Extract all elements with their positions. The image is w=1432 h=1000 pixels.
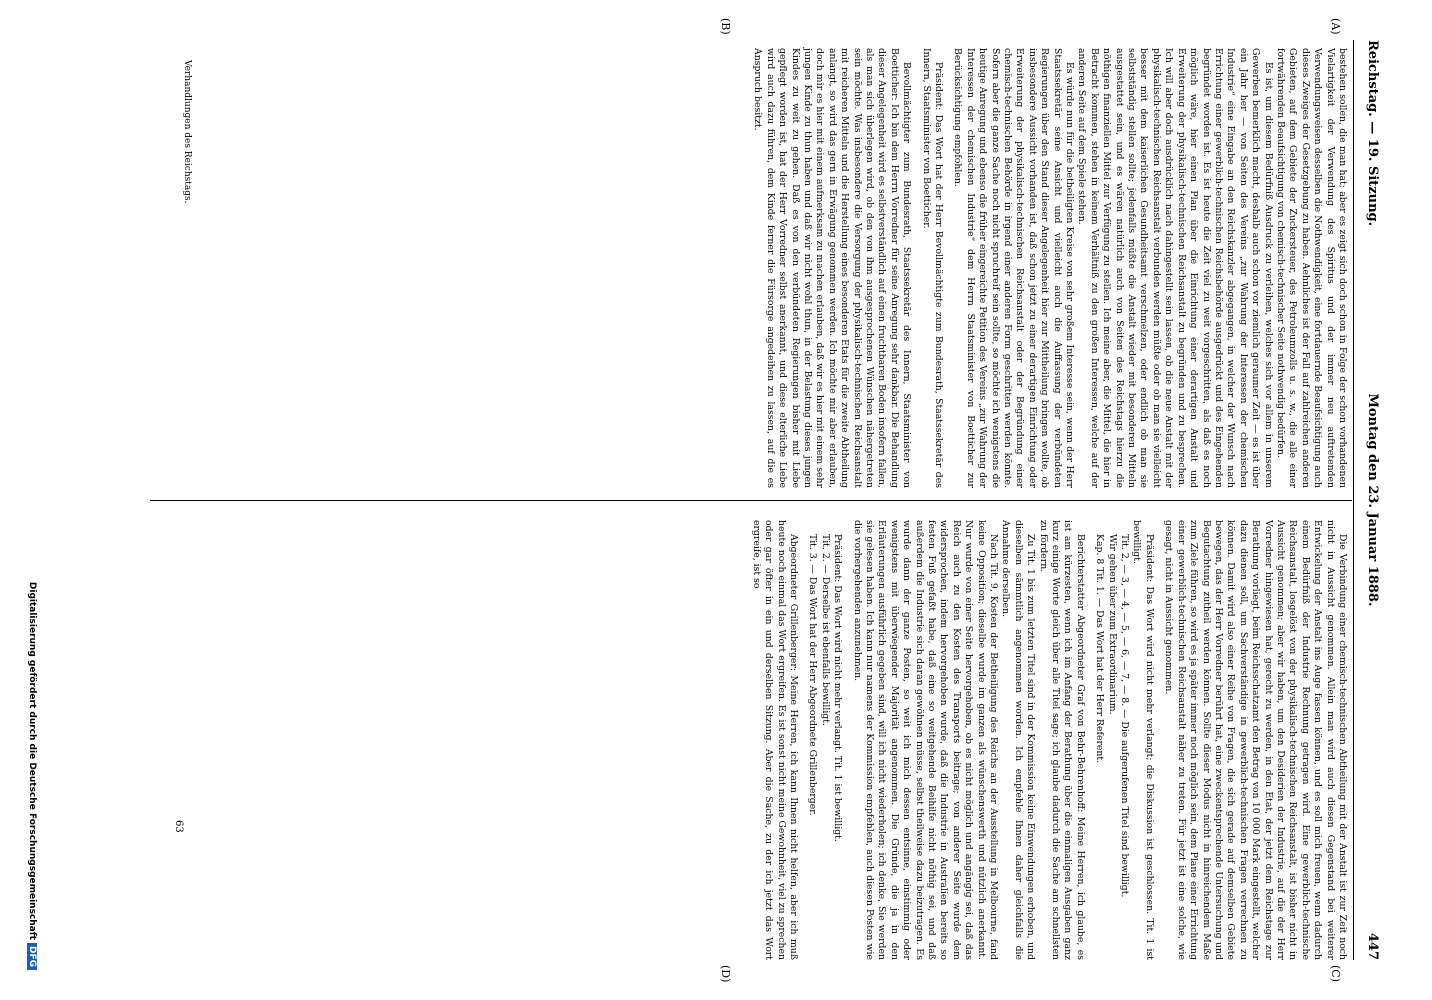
marker-c: (C) xyxy=(1329,965,1342,982)
header-center: Montag den 23. Januar 1888. xyxy=(1365,393,1380,607)
paragraph-president: Präsident: Das Wort wird nicht mehr verlangt. Tit. 1 ist bewilligt. xyxy=(832,534,844,842)
paragraph: bestehen sollen, die man hat; aber es zeigt sich doch schon in Folge der schon vorhandenen Vielartigkeit der Verwendung des Spiritus und der immer neu auftretenden Verwendungsweisen desselben die Nothwendigkeit, eine fortdauernde Beaufsichtigung auch dieses Zweiges der Gesetzgebung zu haben. Aehnliches ist der Fall auf zahlreichen anderen Gebieten, auf dem Gebiete der Zuckersteuer, des Petroleumzolls u. s. w., die alle einer fortwährenden Beaufsichtigung von chemisch-technischer Seite nothwendig bedürfen. xyxy=(1274,48,1348,488)
digitization-text: Digitalisierung gefördert durch die Deutsche Forschungsgemeinschaft xyxy=(27,581,37,940)
column-divider xyxy=(150,500,1352,501)
paragraph-president: Präsident: Das Wort hat der Herr Bevollmächtigte zum Bundesrath, Staatssekretär des Innern, Staatsminister von Boetticher. xyxy=(920,48,944,488)
paragraph: Nach Tit. 9, Kosten der Betheiligung des Reichs an der Ausstellung in Melbourne, fand keine Opposition; dieselbe wurde im ganzen als wünschenswerth und nützlich anerkannt. Nur wurde von einer Seite hervorgehoben, ob es nicht möglich und angängig sei, daß das Reich auch zu den Kosten des Transports beitrage; von anderer Seite wurde dem widersprochen, indem hervorgehoben wurde, daß die Industrie in Australien bereits so festen Fuß gefaßt habe, daß eine so weitgehende Beihilfe nicht nöthig sei, und daß außerdem die Industrie sich daran gewöhnen müsse, selbst theilweise dazu beizutragen. Es wurde dann der ganze Posten, so weit ich mich dessen entsinne, einstimmig oder wenigstens mit überwiegender Majorität angenommen. Die Gründe, die ja in den Erläuterungen ausführlich gegeben sind, will ich nicht wiederholen; ich denke, Sie werden sie gelesen haben. Ich kann nur namens der Kommission empfehlen, auch diesen Posten wie die vorhergehenden anzunehmen. xyxy=(851,520,1000,960)
footer-note: Verhandlungen des Reichstags. xyxy=(182,60,192,204)
right-column xyxy=(749,520,1348,960)
paragraph: Wir gehen über zum Extraordinarium. xyxy=(1106,534,1118,715)
signature-number: 63 xyxy=(173,820,184,833)
paragraph: Bevollmächtigter zum Bundesrath, Staatssekretär des Innern, Staatsminister von Boetticher: Ich bin dem Herrn Vorredner für seine Anregung sehr dankbar. Die Behandlung dieser Angelegenheit wird es selbstverständlich auf einen fruchtbaren Boden insofern fallen, als man sich überlegen wird, ob den von ihm ausgesprochenen Wünschen nähergetreten sein möchte. Was insbesondere die Versorgung der physikalisch-technischen Reichsanstalt mit reicheren Mitteln und die Herstellung eines besonderen Etats für die zweite Abtheilung anlangt, so wird das gern in Erwägung genommen werden. Ich möchte mir aber erlauben, doch mir es hier mit einem aufmerksam zu machen erlauben, daß wir es hier mit einem sehr jungen Kinde zu thun haben und daß wir nicht wohl thun, in der Belastung dieses jungen Kindes zu weit zu gehen. Daß es von den verbündeten Regierungen bisher mit Liebe gepflegt worden ist, hat der Herr Vorredner selbst anerkannt, und diese elterliche Liebe wird auch dazu führen, dem Kinde ferner die Fürsorge angedeihen zu lassen, auf die es Anspruch besitzt. xyxy=(752,48,913,488)
paragraph: Es ist, um diesem Bedürfniß Ausdruck zu verleihen, welches sich vor allem in unserem Gewerben bemerklich macht, deshalb auch schon vor ziemlich geraumer Zeit — es ist über ein Jahr her — von Seiten des Vereins „zur Wahrung der Interessen der chemischen Industrie“ eine Eingabe an den Reichskanzler abgegangen, in welcher der Wunsch nach Errichtung einer gewerblich-technischen Reichsbehörde ausgedrückt und des Eingehenden begründet worden ist. Es ist heute die Zeit viel zu weit vorgeschritten, als daß es noch möglich wäre, hier einen Plan über die Einrichtung einer derartigen Anstalt und Erweiterung der physikalisch-technischen Reichsanstalt zu begründen und zu besprechen. Ich will aber doch ausdrücklich nach dahingestellt sein lassen, ob die neue Anstalt mit der physikalisch-technischen Reichsanstalt verbunden werden müßte oder ob man sie vielleicht besser mit dem kaiserlichen Gesundheitsamt verschmelzen, oder endlich ob man sie selbstständig stellen sollte; jedenfalls müßte die Anstalt wieder mit besonderen Mitteln ausgestattet sein, und es wären natürlich auch von Seiten des Reichstags hierzu die nöthigen finanziellen Mittel zur Verfügung zu stellen. Ich meine aber, die Mittel, die hier in Betracht kommen, stehen in keinem Verhältniß zu den großen Interessen, welche auf der anderen Seite auf dem Spiele stehen. xyxy=(1076,48,1274,488)
paragraph: Es würde nun für die betheiligten Kreise von sehr großem Interesse sein, wenn der Herr Staatssekretär seine Ansicht und vielleicht auch die Auffassung der verbündeten Regierungen über den Stand dieser Angelegenheit hier zur Mittheilung bringen wollte, ob insbesondere Aussicht vorhanden ist, daß schon jetzt zu einer derartigen Einrichtung oder Erweiterung der physikalisch-technischen Reichsanstalt oder der Begründung einer chemisch-technischen Behörde in irgend einer anderen Form geschritten werden könnte. Sofern aber die ganze Sache noch nicht spruchreif sein sollte, so möchte ich wenigstens die heutige Anregung und ebenso die früher eingereichte Petition des Vereins „zur Wahrung der Interessen der chemischen Industrie“ dem Herrn Staatsminister von Boetticher zur Berücksichtigung empfohlen. xyxy=(952,48,1076,488)
paragraph: Tit. 3. — Das Wort hat der Herr Abgeordnete Grillenberger. xyxy=(807,534,819,816)
dfg-logo: DFG xyxy=(27,943,37,970)
header-rule xyxy=(1353,40,1354,960)
marker-a: (A) xyxy=(1329,18,1342,35)
paragraph: Berichterstatter Abgeordneter Graf von Behr-Behrenhoff: Meine Herren, ich glaube, es ist am kürzesten, wenn ich im Anfang der Berathung über die einmaligen Ausgaben ganz kurz einige Worte gleich über alle Titel sage; ich glaube dadurch die Sache am schnellsten zu fördern. xyxy=(1037,520,1086,960)
paragraph: Abgeordneter Grillenberger: Meine Herren, ich kann Ihnen nicht helfen, aber ich muß heute noch einmal das Wort ergreifen. Es ist sonst nicht meine Gewohnheit, viel zu sprechen oder gar öfter in ein und derselben Sitzung. Aber die Sache, zu der ich jetzt das Wort ergreife, ist so xyxy=(750,520,799,960)
paragraph: Die Verbindung einer chemisch-technischen Abtheilung mit der Anstalt ist zur Zeit noch nicht in Aussicht genommen. Allein man wird auch diesen Gegenstand bei weiterer Entwickelung der Anstalt ins Auge fassen können, und es soll mich freuen, wenn dadurch einem Bedürfniß der Industrie Rechnung getragen wird. Eine gewerblich-technische Reichsanstalt, losgelöst von der physikalisch-technischen Reichsanstalt, ist bisher nicht in Aussicht genommen; aber wir haben, um den Desiderien der Industrie, auf die der Herr Vorredner hingewiesen hat, gerecht zu werden, in den Etat, der jetzt dem Reichstage zur Berathung vorliegt, beim Reichsschatzamt den Betrag von 10 000 Mark eingestellt, welcher dazu dienen soll, um Sachverständige in gewerblich-technischen Fragen verrechnen zu können. Damit wird also einer Reihe von Fragen, die sich gerade auf demselben Gebiete bewegen, das der Herr Vorredner berührt hat, eine zweckentsprechende Untersuchung und Begutachtung zutheil werden können. Sollte dieser Modus nicht in hinreichendem Maße zum Ziele führen, so wird es ja später immer noch möglich sein, dem Plane einer Errichtung einer gewerblich-technischen Reichsanstalt näher zu treten. Für jetzt ist eine solche, wie gesagt, nicht in Aussicht genommen. xyxy=(1163,520,1348,960)
paragraph: Kap. 8 Tit. 1. — Das Wort hat der Herr Referent. xyxy=(1094,534,1106,764)
header-page-number: 447 xyxy=(1365,932,1380,960)
left-column xyxy=(751,48,1348,488)
header-left: Reichstag. — 19. Sitzung. xyxy=(1365,40,1380,227)
digitization-credit xyxy=(27,582,37,970)
paragraph: Tit. 2. — Derselbe ist ebenfalls bewilligt. xyxy=(819,534,831,726)
paragraph: Tit. 2, — 3, — 4, — 5, — 6, — 7, — 8. — Die aufgerufenen Titel sind bewilligt. xyxy=(1119,534,1131,898)
paragraph-president: Präsident: Das Wort wird nicht mehr verlangt; die Diskussion ist geschlossen. Tit. 1 ist bewilligt. xyxy=(1131,520,1155,960)
paragraph: Zu Tit. 1 bis zum letzten Titel sind in der Kommission keine Einwendungen erhoben, und dieselben sämmtlich angenommen worden. Ich empfehle Ihnen daher gleichfalls die Annahme derselben. xyxy=(1000,520,1037,960)
page-header xyxy=(1358,40,1384,960)
marker-d: (D) xyxy=(719,965,732,983)
marker-b: (B) xyxy=(719,18,732,35)
